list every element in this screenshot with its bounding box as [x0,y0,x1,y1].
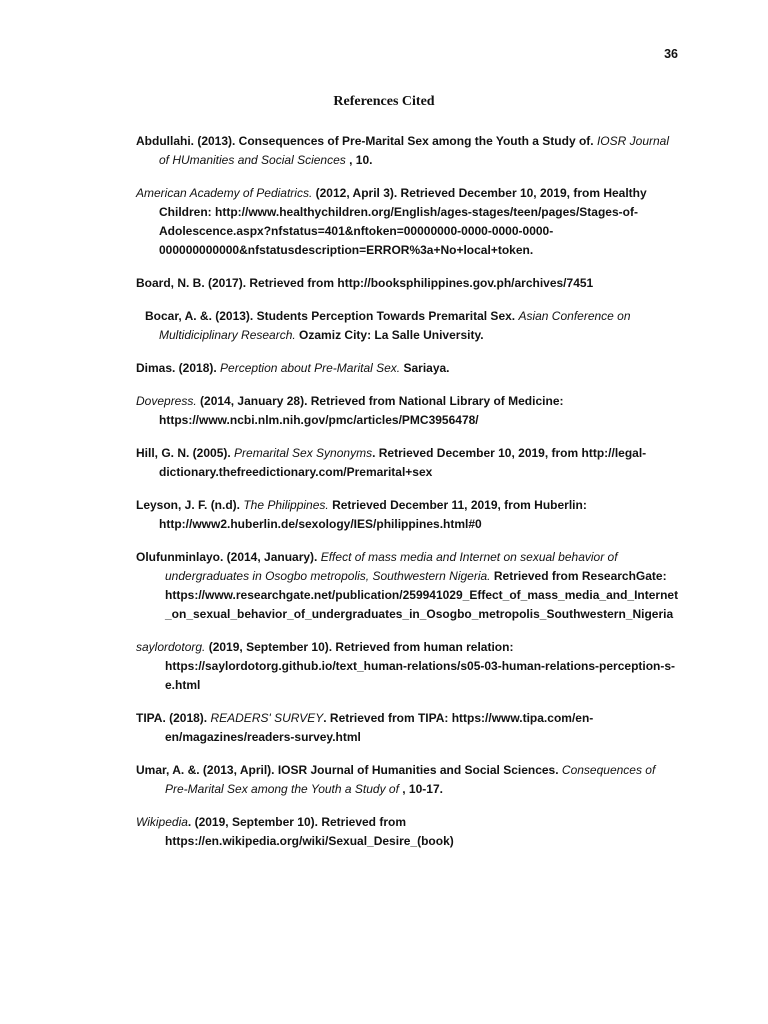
reference-text: , 10-17. [398,782,443,796]
reference-text: Olufunminlayo. (2014, January). [136,550,321,564]
reference-text: TIPA. (2018). [136,711,211,725]
reference-entry [136,444,680,482]
reference-entry [136,184,680,260]
reference-title-italic: Effect of mass media and Internet on sexual behavior of undergraduates in Osogbo metropolis, Southwestern Nigeria. [165,550,618,583]
reference-text: , 10. [345,153,373,167]
reference-text: Abdullahi. (2013). Consequences of Pre-Marital Sex among the Youth a Study of. [136,134,597,148]
reference-text: Dimas. (2018). [136,361,221,375]
reference-text: Retrieved from ResearchGate: https://www.researchgate.net/publication/259941029_Effect_of_mass_media_and_Internet_on_sexual_behavior_of_undergraduates_in_Osogbo_metropolis_Southwestern_Nigeria [165,569,679,621]
reference-title-italic: Perception about Pre-Marital Sex. [220,361,401,375]
reference-text: . Retrieved December 10, 2019, from http://legal-dictionary.thefreedictionary.com/Premarital+sex [159,446,647,479]
reference-title-italic: The Philippines. [243,498,329,512]
reference-entry [136,392,680,430]
page-number: 36 [664,47,678,61]
reference-entry [136,548,680,624]
reference-title-italic: Asian Conference on Multidiciplinary Research. [159,309,631,342]
reference-text: Ozamiz City: La Salle University. [295,328,484,342]
reference-entry [136,307,680,345]
reference-text: Board, N. B. (2017). Retrieved from http://booksphilippines.gov.ph/archives/7451 [136,276,594,290]
reference-entry [136,496,680,534]
reference-title-italic: IOSR Journal of HUmanities and Social Sciences [159,134,669,167]
reference-text: Bocar, A. &. (2013). Students Perception Towards Premarital Sex. [145,309,519,323]
reference-title-italic: Premarital Sex Synonyms [234,446,373,460]
reference-text: (2012, April 3). Retrieved December 10, 2019, from Healthy Children: http://www.healthychildren.org/English/ages-stages/teen/pages/Stages-of-Adolescence.aspx?nfstatus=401&nftoken=00000000-0000-0000-0000-000000000000&nfstatusdescription=ERROR%3a+No+local+token. [159,186,647,257]
reference-entry [136,813,680,851]
reference-title-italic: Dovepress. [136,394,197,408]
reference-text: Umar, A. &. (2013, April). IOSR Journal of Humanities and Social Sciences. [136,763,562,777]
reference-entry [136,359,680,378]
reference-text: . Retrieved from TIPA: https://www.tipa.com/en-en/magazines/readers-survey.html [165,711,594,744]
reference-text: Leyson, J. F. (n.d). [136,498,244,512]
reference-entry [136,132,680,170]
reference-text: (2019, September 10). Retrieved from human relation: https://saylordotorg.github.io/text_human-relations/s05-03-human-relations-perception-s-e.html [165,640,676,692]
references-list [136,132,680,865]
reference-text: Retrieved December 11, 2019, from Huberlin: http://www2.huberlin.de/sexology/IES/philippines.html#0 [159,498,587,531]
reference-entry [136,761,680,799]
reference-entry [136,274,680,293]
reference-title-italic: READERS' SURVEY [210,711,324,725]
reference-text: Hill, G. N. (2005). [136,446,235,460]
reference-entry [136,638,680,695]
reference-title-italic: Consequences of Pre-Marital Sex among the Youth a Study of [165,763,656,796]
page-title: References Cited [333,94,435,109]
reference-text: (2014, January 28). Retrieved from National Library of Medicine: https://www.ncbi.nlm.nih.gov/pmc/articles/PMC3956478/ [159,394,564,427]
reference-text: Sariaya. [400,361,450,375]
reference-entry [136,709,680,747]
reference-title-italic: saylordotorg. [136,640,206,654]
reference-title-italic: American Academy of Pediatrics. [136,186,313,200]
reference-title-italic: Wikipedia [136,815,188,829]
reference-text: . (2019, September 10). Retrieved from https://en.wikipedia.org/wiki/Sexual_Desire_(book) [165,815,454,848]
